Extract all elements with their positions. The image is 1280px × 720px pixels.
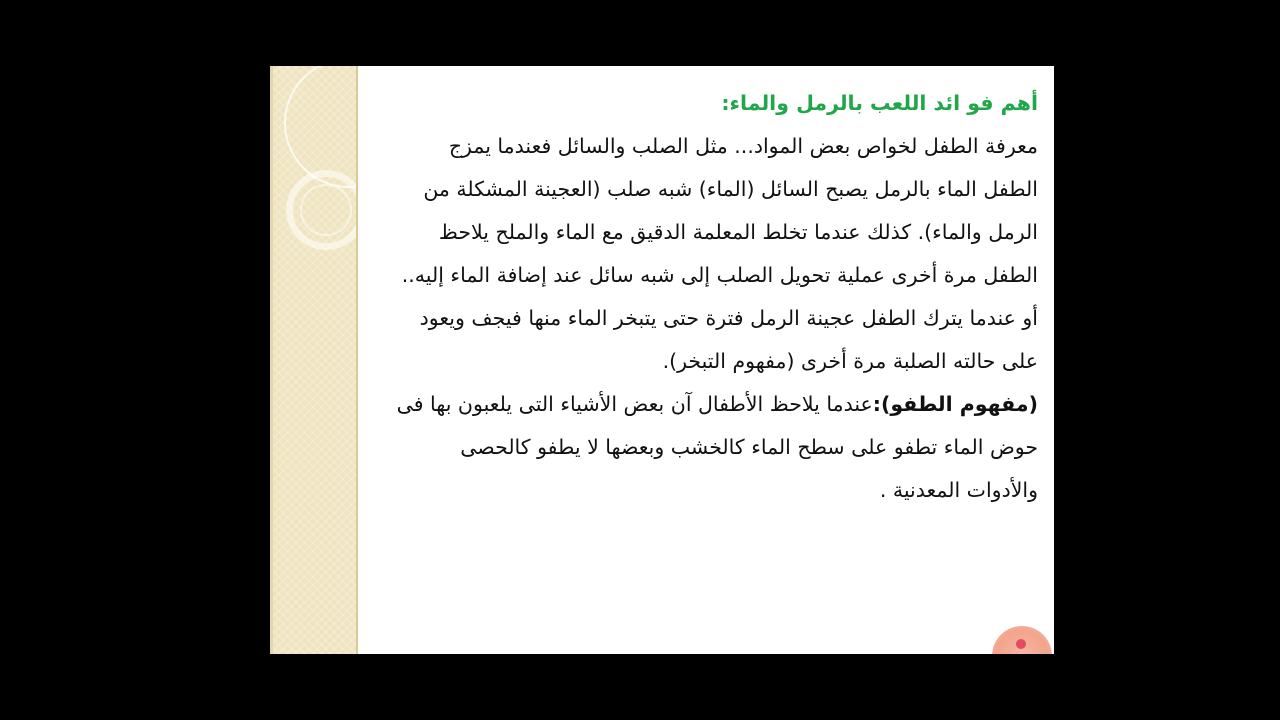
decorative-side-panel — [270, 66, 356, 654]
slide-heading: أهم فو ائد اللعب بالرمل والماء: — [721, 91, 1038, 115]
slide — [270, 66, 1054, 654]
paragraph-benefits: معرفة الطفل لخواص بعض المواد... مثل الصلب والسائل فعندما يمزج الطفل الماء بالرمل يصبح السائل (الماء) شبه صلب (العجينة المشكلة من الرمل والماء). كذلك عندما تخلط المعلمة الدقيق مع الماء والملح يلاحظ الطفل مرة أخرى عملية تحويل الصلب إلى شبه سائل عند إضافة الماء إليه.. أو عندما يترك الطفل عجينة الرمل فترة حتى يتبخر الماء منها فيجف ويعود على حالته الصلبة مرة أخرى (مفهوم التبخر). — [401, 134, 1038, 373]
floating-concept-term: (مفهوم الطفو): — [872, 392, 1038, 416]
decorative-ring-inner — [300, 184, 352, 236]
floating-concept-text: عندما يلاحظ الأطفال آن بعض الأشياء التى يلعبون بها فى حوض الماء تطفو على سطح الماء كالخشب وبعضها لا يطفو كالحصى والأدوات المعدنية . — [396, 392, 1038, 502]
decorative-dot — [1016, 639, 1026, 649]
side-panel-edge — [356, 66, 358, 654]
slide-content — [390, 82, 1038, 512]
paragraph-floating — [390, 383, 1038, 512]
side-stripe — [270, 66, 273, 654]
